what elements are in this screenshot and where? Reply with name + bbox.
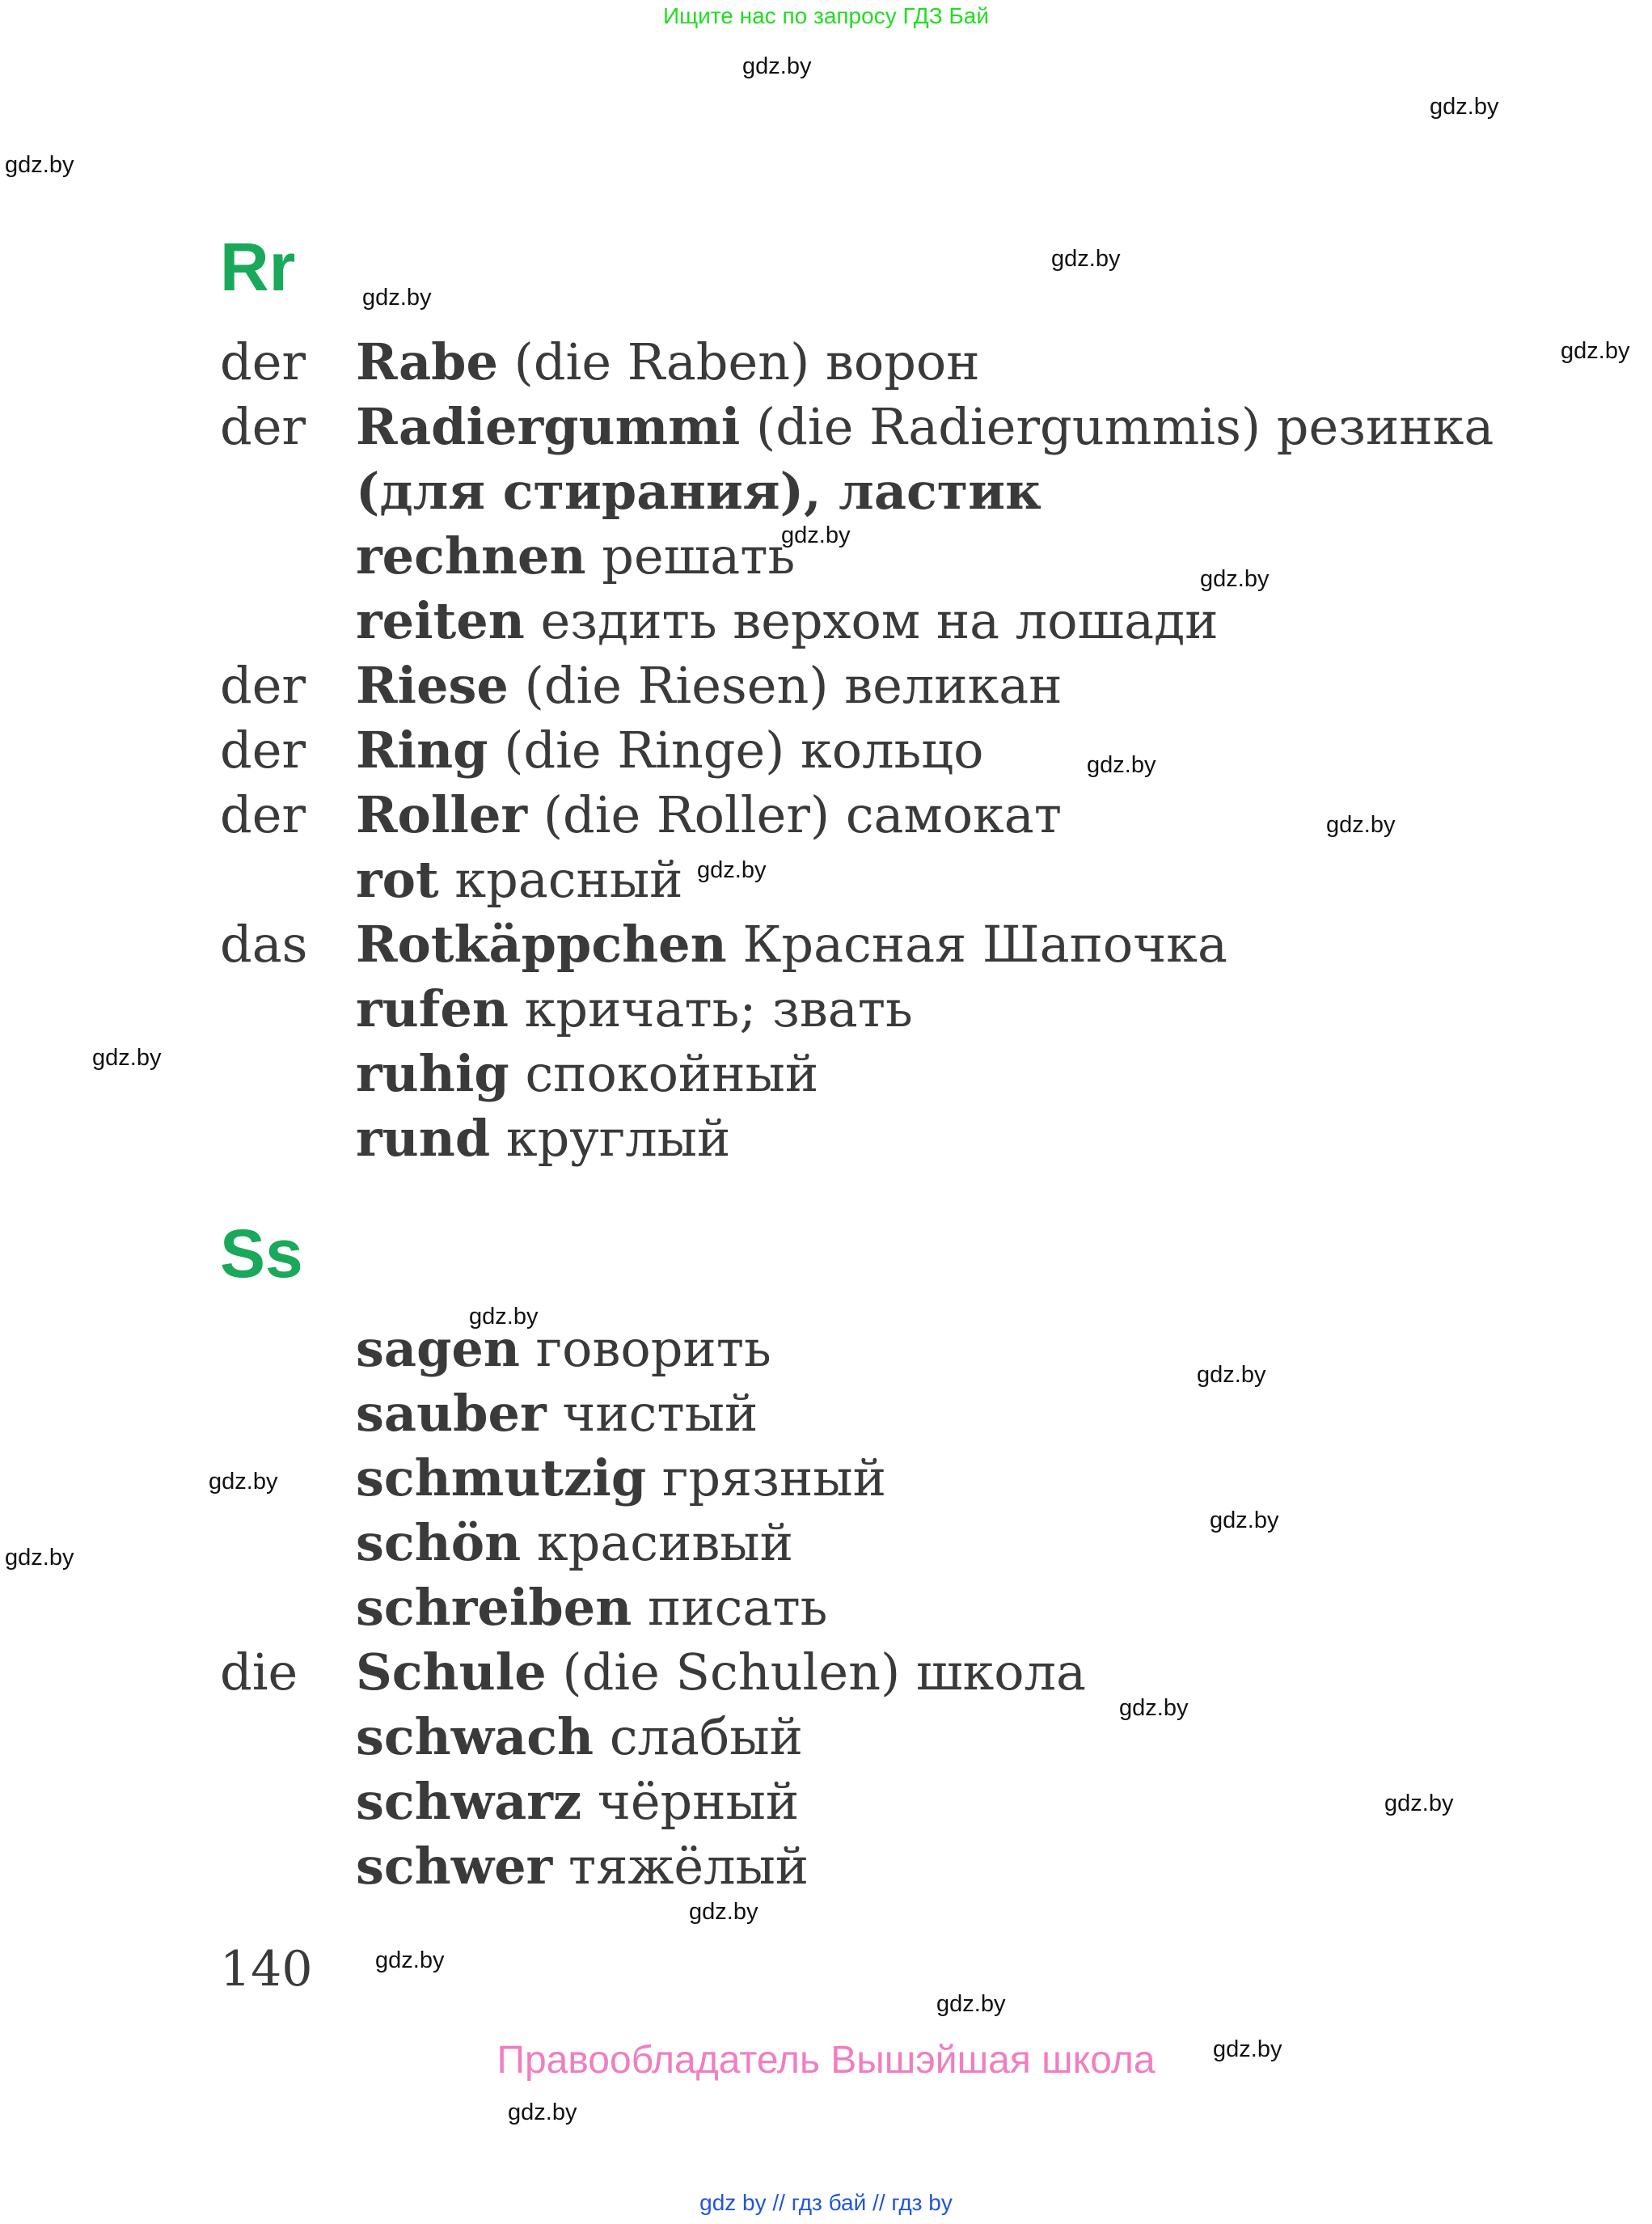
entry-translation: (die Roller) самокат	[527, 785, 1063, 844]
entry-word: rufen	[356, 979, 509, 1038]
watermark: gdz.by	[689, 1899, 758, 1925]
entry-translation: круглый	[490, 1109, 731, 1168]
entry-translation: слабый	[594, 1707, 803, 1766]
watermark: gdz.by	[209, 1469, 278, 1495]
entry-word: Ring	[356, 721, 488, 780]
entry-translation: ездить верхом на лошади	[524, 591, 1219, 650]
entry-translation: красивый	[521, 1513, 793, 1572]
entry-article	[220, 1705, 356, 1769]
entry-word: reiten	[356, 591, 525, 650]
entry-article	[220, 1317, 356, 1381]
entry-translation: красный	[438, 850, 683, 909]
entry-translation: писать	[632, 1578, 828, 1637]
entry-translation: (die Radiergummis) резинка	[740, 397, 1494, 456]
watermark: gdz.by	[508, 2099, 577, 2125]
entry-sauber	[220, 1381, 758, 1446]
watermark: gdz.by	[5, 152, 74, 178]
entry-radiergummi	[220, 395, 1494, 459]
entry-riese	[220, 653, 1063, 718]
watermark: gdz.by	[375, 1947, 445, 1973]
watermark: gdz.by	[1430, 94, 1499, 120]
entry-article: der	[220, 332, 306, 391]
watermark: gdz.by	[1213, 2036, 1282, 2062]
entry-word: Roller	[356, 785, 528, 844]
watermark: gdz.by	[1051, 246, 1121, 272]
entry-translation: чёрный	[581, 1772, 800, 1831]
entry-ring	[220, 718, 983, 783]
entry-article	[220, 1381, 356, 1446]
entry-article: der	[220, 656, 306, 715]
watermark: gdz.by	[1087, 752, 1156, 778]
entry-schmutzig	[220, 1446, 886, 1511]
entry-word: Rotkäppchen	[356, 915, 727, 974]
entry-schwach	[220, 1705, 803, 1769]
entry-rotkaeppchen	[220, 912, 1227, 977]
entry-word: schreiben	[356, 1578, 632, 1637]
copyright-notice: Правообладатель Вышэйшая школа	[496, 2039, 1156, 2082]
entry-word: rot	[356, 850, 439, 909]
watermark: gdz.by	[92, 1045, 162, 1071]
entry-schwer	[220, 1834, 809, 1899]
entry-translation: тяжёлый	[552, 1837, 809, 1896]
entry-roller	[220, 783, 1062, 848]
entry-ruhig	[220, 1042, 818, 1106]
entry-article	[220, 977, 356, 1042]
entry-word: rund	[356, 1109, 491, 1168]
entry-article: der	[220, 721, 306, 780]
entry-radiergummi-cont	[220, 459, 1041, 524]
entry-translation: чистый	[546, 1384, 758, 1443]
entry-word: schön	[356, 1513, 522, 1572]
entry-article	[220, 1511, 356, 1575]
entry-schule	[220, 1640, 1086, 1705]
entry-translation: спокойный	[509, 1044, 819, 1103]
watermark: gdz.by	[697, 857, 767, 883]
entry-translation: говорить	[519, 1319, 771, 1378]
entry-article: das	[220, 915, 308, 974]
entry-translation: (die Ringe) кольцо	[488, 721, 984, 780]
entry-translation: грязный	[646, 1448, 886, 1507]
entry-word: sauber	[356, 1384, 547, 1443]
entry-translation: (die Raben) ворон	[497, 332, 980, 391]
page-number: 140	[220, 1941, 313, 1998]
entry-translation: (для стирания), ластик	[356, 462, 1041, 521]
entry-article	[220, 1042, 356, 1106]
entry-word: Rabe	[356, 332, 498, 391]
entry-article	[220, 1834, 356, 1899]
entry-article	[220, 524, 356, 589]
entry-word: sagen	[356, 1319, 520, 1378]
watermark: gdz.by	[1197, 1362, 1266, 1388]
watermark: gdz.by	[781, 522, 851, 548]
entry-rund	[220, 1106, 730, 1171]
entry-article	[220, 848, 356, 912]
watermark: gdz.by	[1210, 1507, 1279, 1533]
entry-schwarz	[220, 1769, 799, 1834]
watermark: gdz.by	[1384, 1791, 1454, 1816]
entry-rufen	[220, 977, 913, 1042]
entry-translation: (die Riesen) великан	[508, 656, 1063, 715]
entry-word: schwer	[356, 1837, 553, 1896]
watermark: gdz.by	[1200, 566, 1270, 592]
entry-word: Schule	[356, 1643, 547, 1702]
entry-article: der	[220, 397, 306, 456]
entry-article	[220, 589, 356, 653]
entry-translation: (die Schulen) школа	[546, 1643, 1086, 1702]
entry-word: Riese	[356, 656, 509, 715]
watermark: gdz.by	[362, 285, 432, 311]
watermark: gdz.by	[1326, 812, 1396, 838]
entry-word: rechnen	[356, 526, 586, 586]
entry-article: der	[220, 785, 306, 844]
entry-translation: решать	[585, 526, 796, 586]
entry-translation: кричать; звать	[508, 979, 913, 1038]
entry-schreiben	[220, 1575, 827, 1640]
entry-rechnen	[220, 524, 795, 589]
bottom-links[interactable]: gdz by // гдз бай // гдз by	[699, 2190, 953, 2215]
entry-article: die	[220, 1643, 298, 1702]
entry-schoen	[220, 1511, 793, 1575]
entry-word: Radiergummi	[356, 397, 741, 456]
watermark: gdz.by	[742, 53, 812, 79]
entry-word: schmutzig	[356, 1448, 647, 1507]
entry-article	[220, 459, 356, 524]
entry-article	[220, 1106, 356, 1171]
entry-word: schwarz	[356, 1772, 582, 1831]
entry-article	[220, 1769, 356, 1834]
entry-translation: Красная Шапочка	[726, 915, 1227, 974]
watermark: gdz.by	[1561, 338, 1630, 364]
watermark: gdz.by	[936, 1991, 1006, 2017]
entry-reiten	[220, 589, 1219, 653]
top-banner[interactable]: Ищите нас по запросу ГДЗ Бай	[662, 3, 990, 28]
entry-word: ruhig	[356, 1044, 509, 1103]
watermark: gdz.by	[469, 1304, 539, 1330]
entry-article	[220, 1575, 356, 1640]
entry-word: schwach	[356, 1707, 594, 1766]
section-letter-r: Rr	[220, 229, 296, 305]
watermark: gdz.by	[1119, 1695, 1189, 1721]
section-letter-s: Ss	[220, 1216, 303, 1292]
watermark: gdz.by	[5, 1545, 74, 1571]
entry-rot	[220, 848, 683, 912]
entry-rabe	[220, 330, 980, 395]
